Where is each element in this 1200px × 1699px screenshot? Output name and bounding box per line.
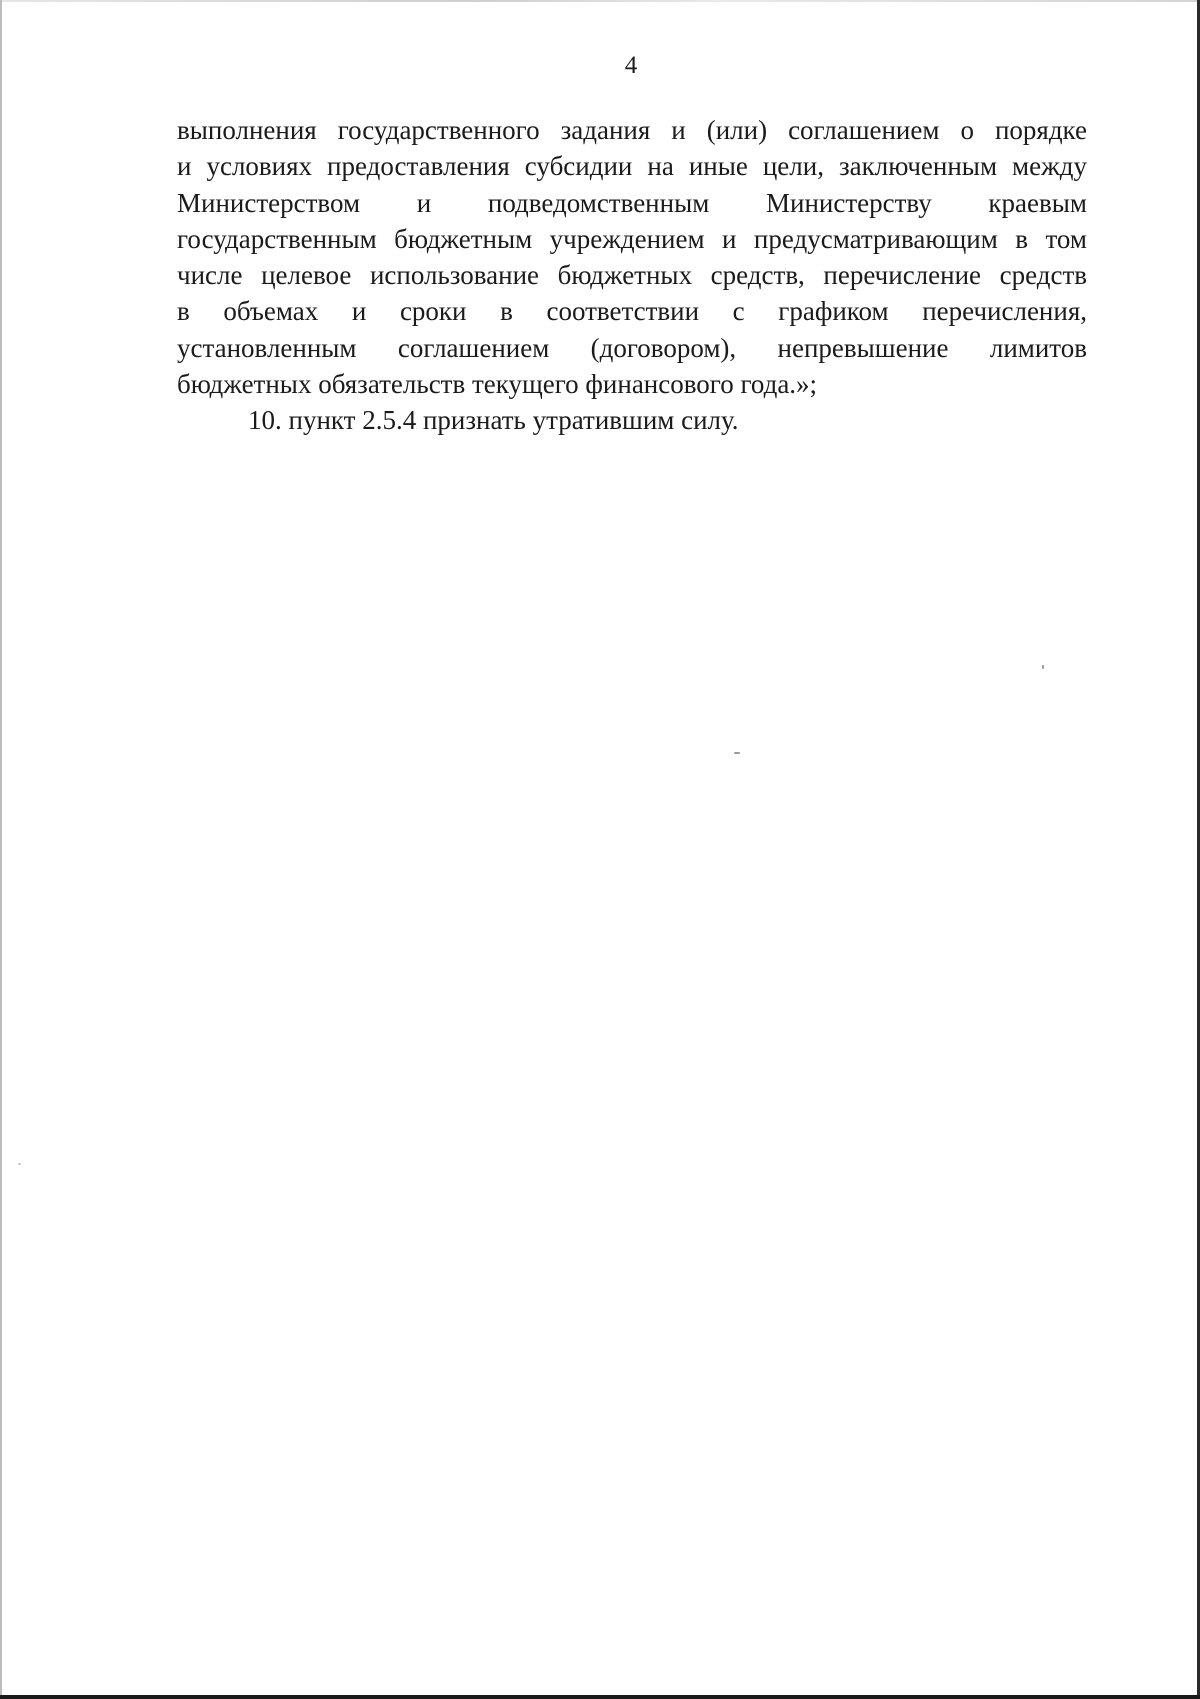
item-10: 10. пункт 2.5.4 признать утратившим силу. — [248, 405, 739, 436]
paragraph-line: и условиях предоставления субсидии на иные цели, заключенным между — [177, 151, 1087, 182]
continued-paragraph — [177, 112, 1087, 402]
scan-edge-left — [0, 0, 2, 1699]
scan-speck — [1042, 665, 1044, 669]
paragraph-line: выполнения государственного задания и (или) соглашением о порядке — [177, 115, 1087, 145]
paragraph-line: Министерством и подведомственным Министерству краевым — [177, 187, 1087, 218]
paragraph-line: бюджетных обязательств текущего финансового года.»; — [177, 369, 818, 400]
paragraph-line: числе целевое использование бюджетных средств, перечисление средств — [177, 260, 1087, 291]
scan-speck — [18, 1163, 21, 1165]
paragraph-line: государственным бюджетным учреждением и предусматривающим в том — [177, 223, 1087, 254]
paragraph-line: установленным соглашением (договором), непревышение лимитов — [177, 332, 1087, 363]
scan-edge-top — [0, 0, 1200, 2]
document-body — [177, 112, 1087, 439]
page-number: 4 — [624, 52, 638, 79]
scan-speck — [734, 752, 740, 754]
scan-edge-bottom — [0, 1695, 1200, 1699]
paragraph-line: в объемах и сроки в соответствии с графиком перечисления, — [177, 296, 1087, 327]
